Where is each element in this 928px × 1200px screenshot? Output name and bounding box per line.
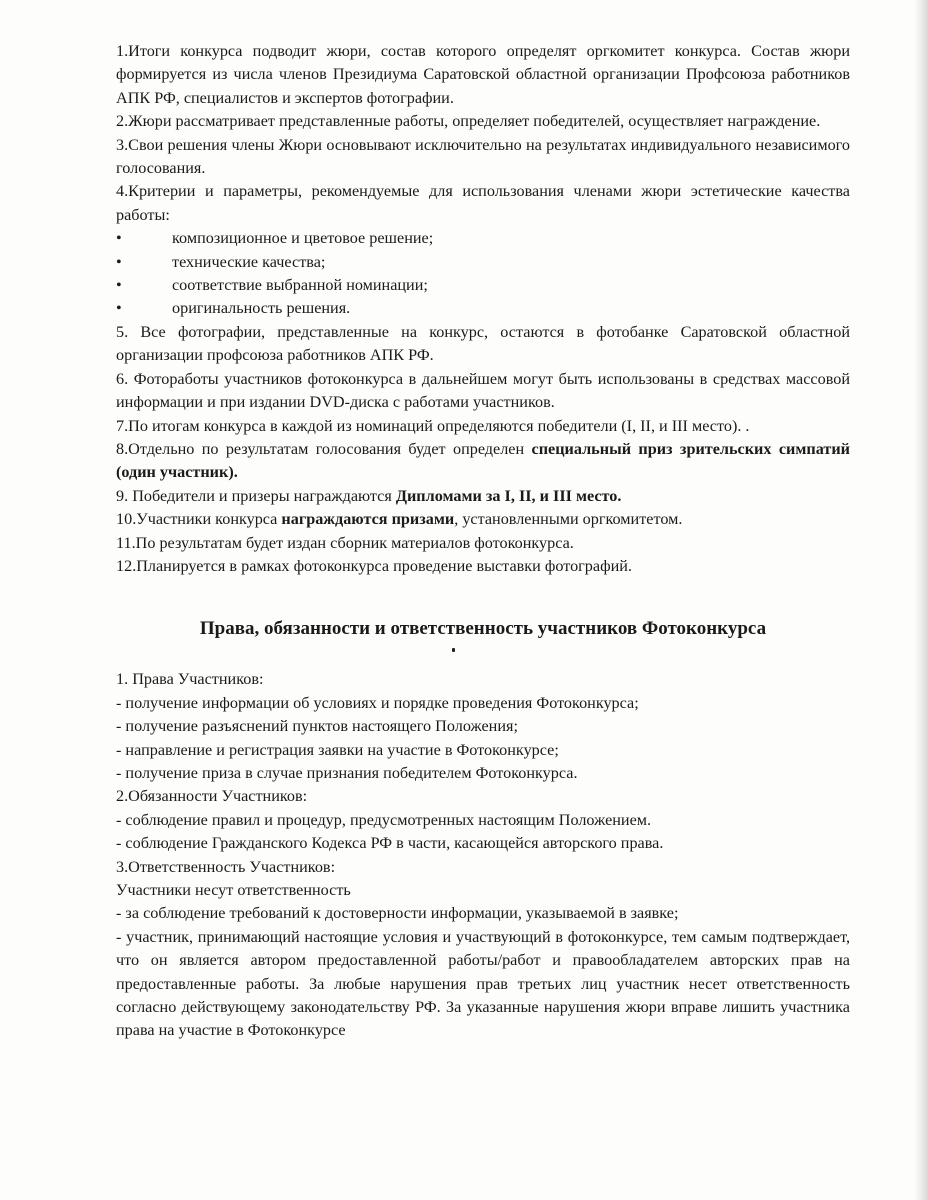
rights-item: - получение приза в случае признания победителем Фотоконкурса. [116, 763, 578, 782]
list-item: • технические качества; [116, 251, 850, 274]
duties-heading: 2.Обязанности Участников: [116, 787, 308, 806]
rights-item: - направление и регистрация заявки на участие в Фотоконкурсе; [116, 740, 559, 759]
bullet-icon: • [116, 276, 122, 295]
section-title: Права, обязанности и ответственность участников Фотоконкурса [199, 618, 767, 640]
list-item: • оригинальность решения. [116, 297, 850, 320]
bullet-icon: • [116, 229, 122, 248]
duties-item: - соблюдение Гражданского Кодекса РФ в части, касающейся авторского права. [116, 834, 664, 853]
bullet-icon: • [116, 252, 122, 271]
paragraph-12: 12.Планируется в рамках фотоконкурса проведение выставки фотографий. [116, 556, 632, 575]
paragraph-1: 1.Итоги конкурса подводит жюри, состав которого определят оргкомитет конкурса. Состав жюри формируется из числа членов Президиума Саратовской областной организации Профсоюза работников АПК РФ, специалистов и экспертов фотографии. [116, 42, 850, 107]
paragraph-2: 2.Жюри рассматривает представленные работы, определяет победителей, осуществляет награждение. [116, 112, 821, 131]
scan-edge-shadow [914, 0, 928, 1200]
paragraph-11: 11.По результатам будет издан сборник материалов фотоконкурса. [116, 533, 574, 552]
rights-item: - получение информации об условиях и порядке проведения Фотоконкурса; [116, 693, 639, 712]
paragraph-4: 4.Критерии и параметры, рекомендуемые для использования членами жюри эстетические качества работы: [116, 182, 850, 224]
paragraph-3: 3.Свои решения члены Жюри основывают исключительно на результатах индивидуального независимого голосования. [116, 135, 850, 178]
list-item: • композиционное и цветовое решение; [116, 227, 850, 250]
responsibility-heading: 3.Ответственность Участников: [116, 857, 336, 876]
rights-item: - получение разъяснений пунктов настоящего Положения; [116, 717, 518, 736]
bullet-icon: • [116, 299, 122, 318]
paragraph-9: 9. Победители и призеры награждаются Дипломами за I, II, и III место. [116, 486, 622, 505]
document-page [116, 40, 850, 1043]
paragraph-8: 8.Отдельно по результатам голосования будет определен специальный приз зрительских симпатий (один участник). [116, 439, 850, 482]
responsibility-intro: Участники несут ответственность [116, 881, 351, 899]
duties-item: - соблюдение правил и процедур, предусмотренных настоящим Положением. [116, 810, 652, 829]
responsibility-final-paragraph: - участник, принимающий настоящие условия и участвующий в фотоконкурсе, тем самым подтверждает, что он является автором предоставленной работы/работ и правообладателем авторских прав на предоставленные работы. За любые нарушения прав третьих лиц участник несет ответственность согласно действующему законодательству РФ. За указанные нарушения жюри вправе лишить участника права на участие в Фотоконкурсе [116, 927, 850, 1040]
paragraph-10: 10.Участники конкурса награждаются призами, установленными оргкомитетом. [116, 510, 683, 529]
list-item: • соответствие выбранной номинации; [116, 274, 850, 297]
paragraph-5: 5. Все фотографии, представленные на конкурс, остаются в фотобанке Саратовской областной организации профсоюза работников АПК РФ. [116, 322, 850, 365]
criteria-list [116, 227, 850, 321]
responsibility-item: - за соблюдение требований к достоверности информации, указываемой в заявке; [116, 904, 679, 923]
paragraph-7: 7.По итогам конкурса в каждой из номинаций определяются победители (I, II, и III место). . [116, 416, 750, 435]
rights-heading: 1. Права Участников: [116, 670, 264, 689]
paragraph-6: 6. Фотоработы участников фотоконкурса в дальнейшем могут быть использованы в средствах массовой информации и при издании DVD-диска с работами участников. [116, 369, 850, 412]
